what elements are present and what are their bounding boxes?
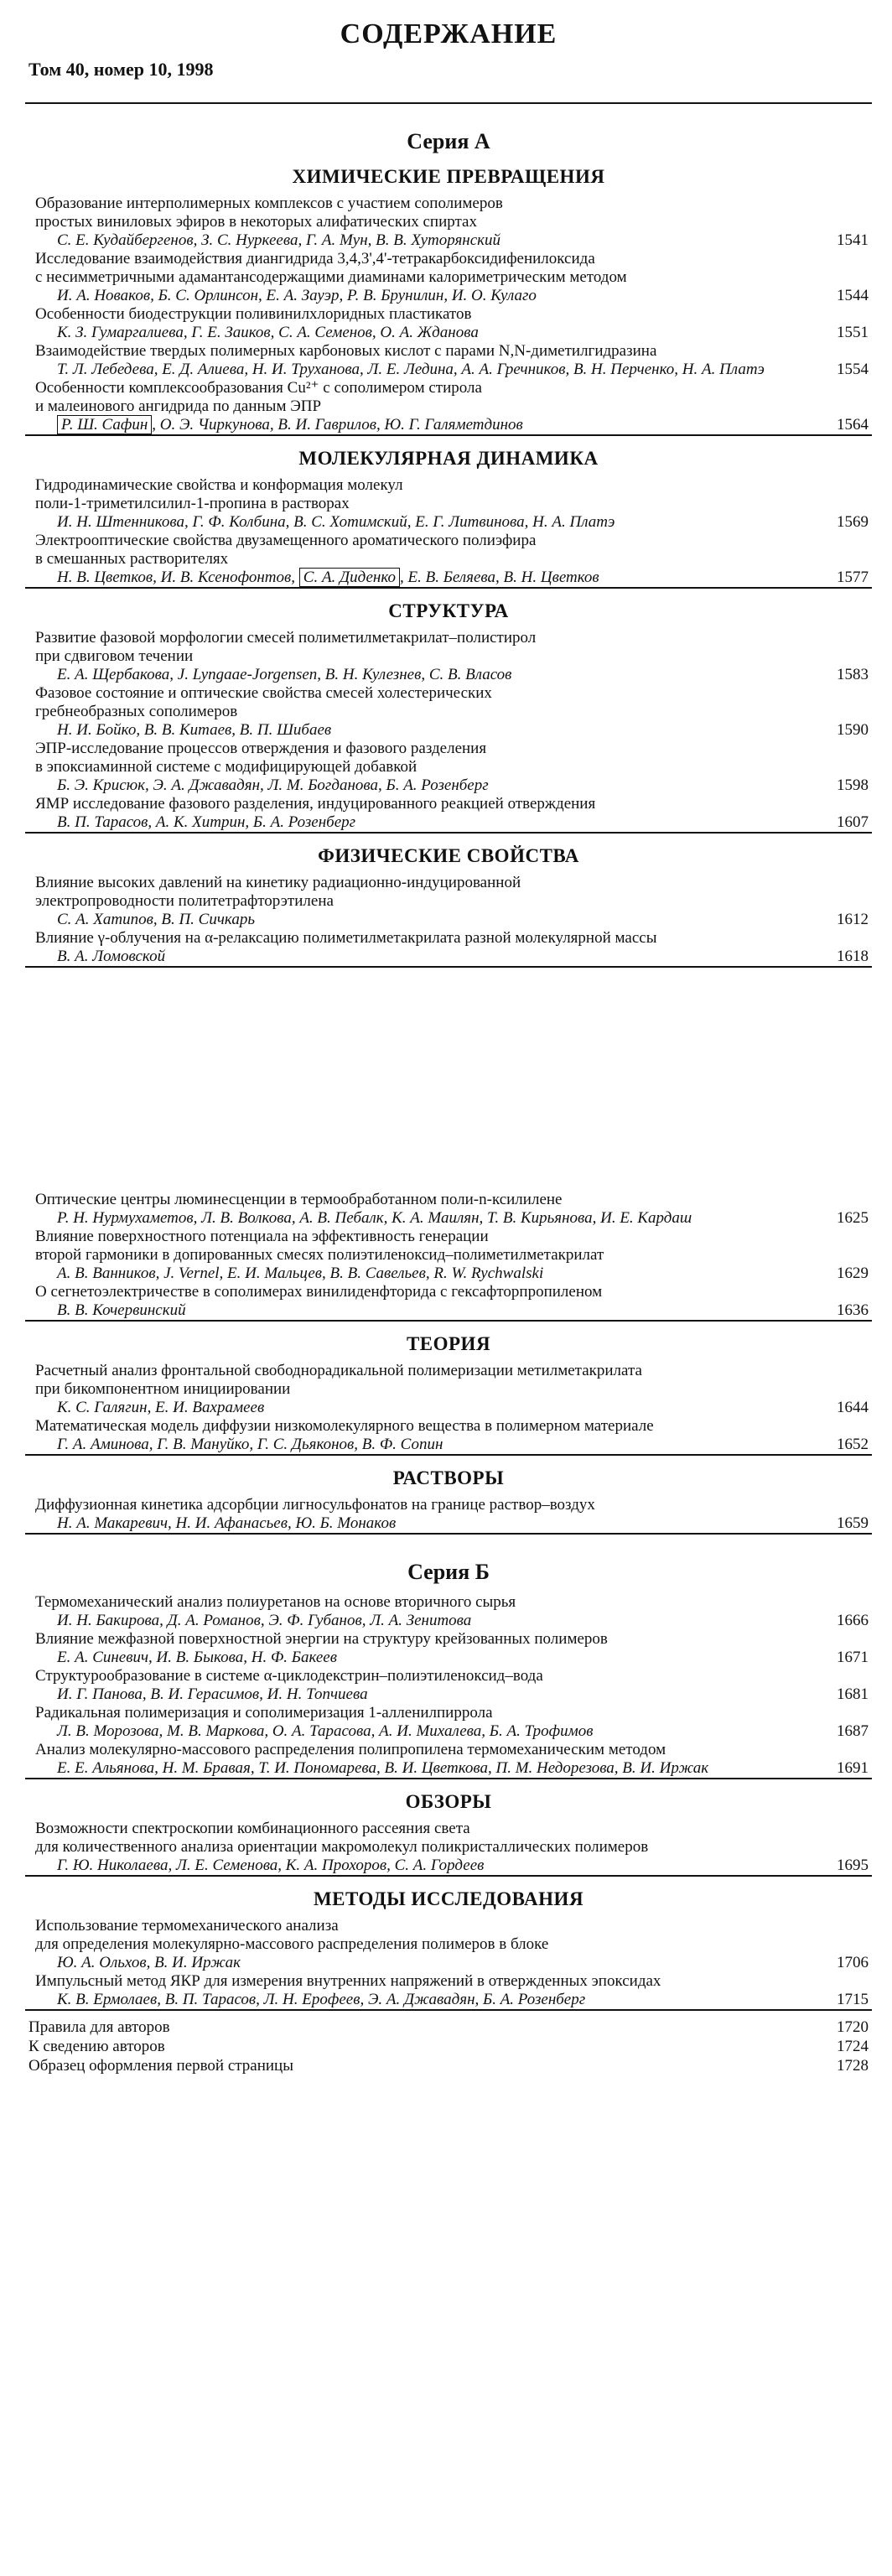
entry-title: простых виниловых эфиров в некоторых алифатических спиртах (35, 213, 477, 231)
entry-title: гребнеобразных сополимеров (35, 703, 238, 720)
toc-entry (25, 795, 872, 832)
page-number: 1612 (837, 911, 869, 928)
toc-entry (25, 1191, 872, 1228)
author-text: , Е. В. Беляева, В. Н. Цветков (400, 569, 599, 586)
toc-entry (25, 684, 872, 740)
entry-authors (25, 1954, 872, 1972)
author-names: Е. А. Синевич, И. В. Быкова, Н. Ф. Бакеев (57, 1649, 337, 1666)
toc-entry (25, 629, 872, 684)
author-names: И. А. Новаков, Б. С. Орлинсон, Е. А. Зауэр, Р. В. Брунилин, И. О. Кулаго (57, 287, 537, 304)
author-names: Р. Н. Нурмухаметов, Л. В. Волкова, А. В. Пебалк, К. А. Маилян, Т. В. Кирьянова, И. Е. Кардаш (57, 1209, 692, 1227)
misc-item (25, 2056, 872, 2075)
section-rule (25, 1454, 872, 1456)
entry-title: Оптические центры люминесценции в термообработанном поли-n-ксилилене (35, 1191, 563, 1208)
toc-entry (25, 1496, 872, 1533)
author-names: Н. А. Макаревич, Н. И. Афанасьев, Ю. Б. Монаков (57, 1514, 397, 1532)
toc-entry (25, 1741, 872, 1778)
page-number: 1720 (837, 2018, 869, 2036)
entry-title: Диффузионная кинетика адсорбции лигносульфонатов на границе раствор–воздух (35, 1496, 595, 1514)
entry-authors (25, 1514, 872, 1533)
entry-title: Фазовое состояние и оптические свойства смесей холестерических (35, 684, 492, 702)
entry-title: в эпоксиаминной системе с модифицирующей добавкой (35, 758, 417, 776)
section-rule (25, 434, 872, 436)
misc-label: К сведению авторов (29, 2038, 165, 2055)
page-number: 1659 (837, 1514, 869, 1532)
entry-title: Развитие фазовой морфологии смесей полиметилметакрилат–полистирол (35, 629, 537, 647)
divider (25, 102, 872, 104)
toc-page (25, 15, 872, 2075)
series-a-continued (25, 1191, 872, 1322)
author-names: К. С. Галягин, Е. И. Вахрамеев (57, 1399, 265, 1416)
series-a-sections-2 (25, 1333, 872, 1535)
author-names: В. А. Ломовской (57, 948, 166, 965)
entry-title: при бикомпонентном инициировании (35, 1380, 291, 1398)
misc-label: Правила для авторов (29, 2018, 170, 2036)
section-heading: ХИМИЧЕСКИЕ ПРЕВРАЩЕНИЯ (292, 166, 605, 187)
toc-entry (25, 1283, 872, 1320)
section-rule (25, 1320, 872, 1322)
toc-entry (25, 1593, 872, 1630)
entry-authors (25, 324, 872, 342)
entry-authors (25, 1612, 872, 1630)
entry-title: Влияние поверхностного потенциала на эффективность генерации (35, 1228, 489, 1245)
page-number: 1541 (837, 231, 869, 249)
series-b-heading: Серия Б (407, 1560, 490, 1584)
entry-authors (25, 361, 872, 379)
page-number: 1590 (837, 721, 869, 739)
section-heading: МОЛЕКУЛЯРНАЯ ДИНАМИКА (298, 448, 599, 469)
toc-entry (25, 929, 872, 966)
entry-authors (25, 287, 872, 305)
entry-title: Электрооптические свойства двузамещенного ароматического полиэфира (35, 532, 537, 549)
entry-title: ЭПР-исследование процессов отверждения и фазового разделения (35, 740, 487, 757)
page-number: 1666 (837, 1612, 869, 1629)
page-number: 1544 (837, 287, 869, 304)
series-b-entries (25, 1593, 872, 1779)
toc-entry (25, 1667, 872, 1704)
entry-authors (25, 1265, 872, 1283)
page-number: 1577 (837, 569, 869, 586)
entry-authors (25, 666, 872, 684)
entry-title: ЯМР исследование фазового разделения, индуцированного реакцией отверждения (35, 795, 596, 813)
entry-authors (25, 911, 872, 929)
entry-title: для определения молекулярно-массового распределения полимеров в блоке (35, 1935, 549, 1953)
page-number: 1607 (837, 813, 869, 831)
author-names: И. Г. Панова, В. И. Герасимов, И. Н. Топчиева (57, 1685, 368, 1703)
section-heading: МЕТОДЫ ИССЛЕДОВАНИЯ (313, 1888, 584, 1909)
toc-entry (25, 342, 872, 379)
entry-authors (25, 416, 872, 434)
page-number: 1695 (837, 1857, 869, 1874)
entry-authors (25, 1685, 872, 1704)
author-names: Т. Л. Лебедева, Е. Д. Алиева, Н. И. Труханова, Л. Е. Ледина, А. А. Гречников, В. Н. Перченко, Н. А. Платэ (57, 361, 765, 378)
toc-entry (25, 1362, 872, 1417)
page-number: 1652 (837, 1436, 869, 1453)
page-number: 1687 (837, 1722, 869, 1740)
entry-authors (25, 1991, 872, 2009)
author-names: Г. А. Аминова, Г. В. Мануйко, Г. С. Дьяконов, В. Ф. Сопин (57, 1436, 443, 1453)
entry-title: Влияние высоких давлений на кинетику радиационно-индуцированной (35, 874, 521, 891)
toc-entry (25, 740, 872, 795)
entry-title: Расчетный анализ фронтальной свободнорадикальной полимеризации метилметакрилата (35, 1362, 642, 1379)
misc-list (25, 2018, 872, 2075)
entry-authors (25, 776, 872, 795)
author-names (57, 416, 523, 434)
entry-title: для количественного анализа ориентации макромолекул поликристаллических полимеров (35, 1838, 649, 1856)
page-number: 1728 (837, 2057, 869, 2075)
entry-title: Возможности спектроскопии комбинационного рассеяния света (35, 1820, 470, 1837)
page-number: 1583 (837, 666, 869, 683)
page-number: 1681 (837, 1685, 869, 1703)
boxed-author: С. А. Диденко (299, 568, 400, 587)
series-a-sections (25, 166, 872, 968)
entry-title: Математическая модель диффузии низкомолекулярного вещества в полимерном материале (35, 1417, 654, 1435)
author-text: Н. В. Цветков, И. В. Ксенофонтов, (57, 569, 299, 586)
toc-entry (25, 1917, 872, 1972)
toc-entry (25, 1972, 872, 2009)
entry-authors (25, 569, 872, 587)
toc-entry (25, 1820, 872, 1875)
author-names: А. В. Ванников, J. Vernel, Е. И. Мальцев, В. В. Савельев, R. W. Rychwalski (57, 1265, 544, 1282)
author-names: Н. И. Бойко, В. В. Китаев, В. П. Шибаев (57, 721, 332, 739)
page-number: 1618 (837, 948, 869, 965)
entry-title: при сдвиговом течении (35, 647, 194, 665)
page-number: 1691 (837, 1759, 869, 1777)
author-names: Л. В. Морозова, М. В. Маркова, О. А. Тарасова, А. И. Михалева, Б. А. Трофимов (57, 1722, 594, 1740)
toc-entry (25, 532, 872, 587)
page-number: 1598 (837, 776, 869, 794)
entry-title: Использование термомеханического анализа (35, 1917, 339, 1935)
entry-title: Особенности биодеструкции поливинилхлоридных пластикатов (35, 305, 472, 323)
blank-gap (25, 973, 872, 1191)
entry-title: поли-1-триметилсилил-1-пропина в растворах (35, 495, 350, 512)
page-number: 1564 (837, 416, 869, 434)
volume-info: Том 40, номер 10, 1998 (29, 59, 214, 80)
author-names: Б. Э. Крисюк, Э. А. Джавадян, Л. М. Богданова, Б. А. Розенберг (57, 776, 489, 794)
author-names: К. В. Ермолаев, В. П. Тарасов, Л. Н. Ерофеев, Э. А. Джавадян, Б. А. Розенберг (57, 1991, 586, 2008)
entry-title: Образование интерполимерных комплексов с участием сополимеров (35, 195, 503, 212)
toc-entry (25, 250, 872, 305)
page-title: СОДЕРЖАНИЕ (340, 18, 558, 49)
entry-authors (25, 1301, 872, 1320)
entry-authors (25, 513, 872, 532)
series-b-sections (25, 1791, 872, 2011)
entry-title: с несимметричными адамантансодержащими диаминами калориметрическим методом (35, 268, 627, 286)
entry-title: Влияние межфазной поверхностной энергии на структуру крейзованных полимеров (35, 1630, 608, 1648)
entry-authors (25, 1722, 872, 1741)
misc-item (25, 2037, 872, 2056)
page-number: 1724 (837, 2038, 869, 2055)
toc-entry (25, 1228, 872, 1283)
toc-entry (25, 1630, 872, 1667)
page-number: 1629 (837, 1265, 869, 1282)
entry-authors (25, 813, 872, 832)
section-heading: ОБЗОРЫ (405, 1791, 492, 1812)
section-rule (25, 1778, 872, 1779)
author-names: С. Е. Кудайбергенов, З. С. Нуркеева, Г. А. Мун, В. В. Хуторянский (57, 231, 501, 249)
toc-entry (25, 305, 872, 342)
entry-authors (25, 231, 872, 250)
toc-entry (25, 874, 872, 929)
entry-authors (25, 1436, 872, 1454)
author-names: И. Н. Бакирова, Д. А. Романов, Э. Ф. Губанов, Л. А. Зенитова (57, 1612, 472, 1629)
section-rule (25, 966, 872, 968)
entry-title: Анализ молекулярно-массового распределения полипропилена термомеханическим методом (35, 1741, 666, 1758)
page-number: 1569 (837, 513, 869, 531)
entry-authors (25, 1209, 872, 1228)
entry-title: Исследование взаимодействия диангидрида 3,4,3',4'-тетракарбоксидифенилоксида (35, 250, 595, 267)
toc-entry (25, 379, 872, 434)
page-number: 1625 (837, 1209, 869, 1227)
section-rule (25, 1533, 872, 1535)
entry-authors (25, 948, 872, 966)
entry-authors (25, 721, 872, 740)
entry-authors (25, 1759, 872, 1778)
entry-authors (25, 1857, 872, 1875)
page-number: 1554 (837, 361, 869, 378)
section-heading: СТРУКТУРА (388, 600, 509, 621)
author-names: И. Н. Штенникова, Г. Ф. Колбина, В. С. Хотимский, Е. Г. Литвинова, Н. А. Платэ (57, 513, 615, 531)
section-heading: РАСТВОРЫ (392, 1467, 505, 1488)
author-names: Ю. А. Ольхов, В. И. Иржак (57, 1954, 241, 1971)
entry-authors (25, 1399, 872, 1417)
toc-entry (25, 1417, 872, 1454)
page-number: 1706 (837, 1954, 869, 1971)
entry-title: Влияние γ-облучения на α-релаксацию полиметилметакрилата разной молекулярной массы (35, 929, 657, 947)
author-names: Е. Е. Альянова, Н. М. Бравая, Т. И. Пономарева, В. И. Цветкова, П. М. Недорезова, В. И. Иржак (57, 1759, 709, 1777)
page-number: 1644 (837, 1399, 869, 1416)
misc-item (25, 2018, 872, 2037)
misc-label: Образец оформления первой страницы (29, 2057, 293, 2075)
toc-entry (25, 1704, 872, 1741)
author-names: Г. Ю. Николаева, Л. Е. Семенова, К. А. Прохоров, С. А. Гордеев (57, 1857, 485, 1874)
entry-title: Взаимодействие твердых полимерных карбоновых кислот с парами N,N-диметилгидразина (35, 342, 657, 360)
toc-entry (25, 476, 872, 532)
entry-title: Радикальная полимеризация и сополимеризация 1-алленилпиррола (35, 1704, 493, 1722)
entry-title: Структурообразование в системе α-циклодекстрин–полиэтиленоксид–вода (35, 1667, 543, 1685)
section-rule (25, 1875, 872, 1877)
page-number: 1715 (837, 1991, 869, 2008)
page-number: 1671 (837, 1649, 869, 1666)
entry-title: электропроводности политетрафторэтилена (35, 892, 334, 910)
author-names: С. А. Хатипов, В. П. Сичкарь (57, 911, 255, 928)
entry-title: О сегнетоэлектричестве в сополимерах винилиденфторида с гексафторпропиленом (35, 1283, 603, 1301)
page-number: 1551 (837, 324, 869, 341)
section-heading: ТЕОРИЯ (406, 1333, 491, 1354)
entry-title: Термомеханический анализ полиуретанов на основе вторичного сырья (35, 1593, 516, 1611)
author-names (57, 569, 599, 587)
author-names: К. З. Гумаргалиева, Г. Е. Заиков, С. А. Семенов, О. А. Жданова (57, 324, 479, 341)
section-rule (25, 2009, 872, 2011)
author-names: В. П. Тарасов, А. К. Хитрин, Б. А. Розенберг (57, 813, 356, 831)
entry-title: и малеинового ангидрида по данным ЭПР (35, 397, 322, 415)
section-rule (25, 832, 872, 834)
entry-title: Импульсный метод ЯКР для измерения внутренних напряжений в отвержденных эпоксидах (35, 1972, 661, 1990)
page-number: 1636 (837, 1301, 869, 1319)
section-rule (25, 587, 872, 589)
boxed-author: Р. Ш. Сафин (57, 415, 152, 434)
series-a-heading: Серия А (407, 129, 490, 153)
entry-title: Особенности комплексообразования Cu²⁺ с сополимером стирола (35, 379, 482, 397)
author-names: Е. А. Щербакова, J. Lyngaae-Jorgensen, В. Н. Кулезнев, С. В. Власов (57, 666, 512, 683)
entry-authors (25, 1649, 872, 1667)
author-names: В. В. Кочервинский (57, 1301, 186, 1319)
section-heading: ФИЗИЧЕСКИЕ СВОЙСТВА (318, 845, 579, 866)
author-text: , О. Э. Чиркунова, В. И. Гаврилов, Ю. Г. Галяметдинов (152, 416, 523, 434)
entry-title: Гидродинамические свойства и конформация молекул (35, 476, 403, 494)
entry-title: второй гармоники в допированных смесях полиэтиленоксид–полиметилметакрилат (35, 1246, 604, 1264)
toc-entry (25, 195, 872, 250)
entry-title: в смешанных растворителях (35, 550, 229, 568)
